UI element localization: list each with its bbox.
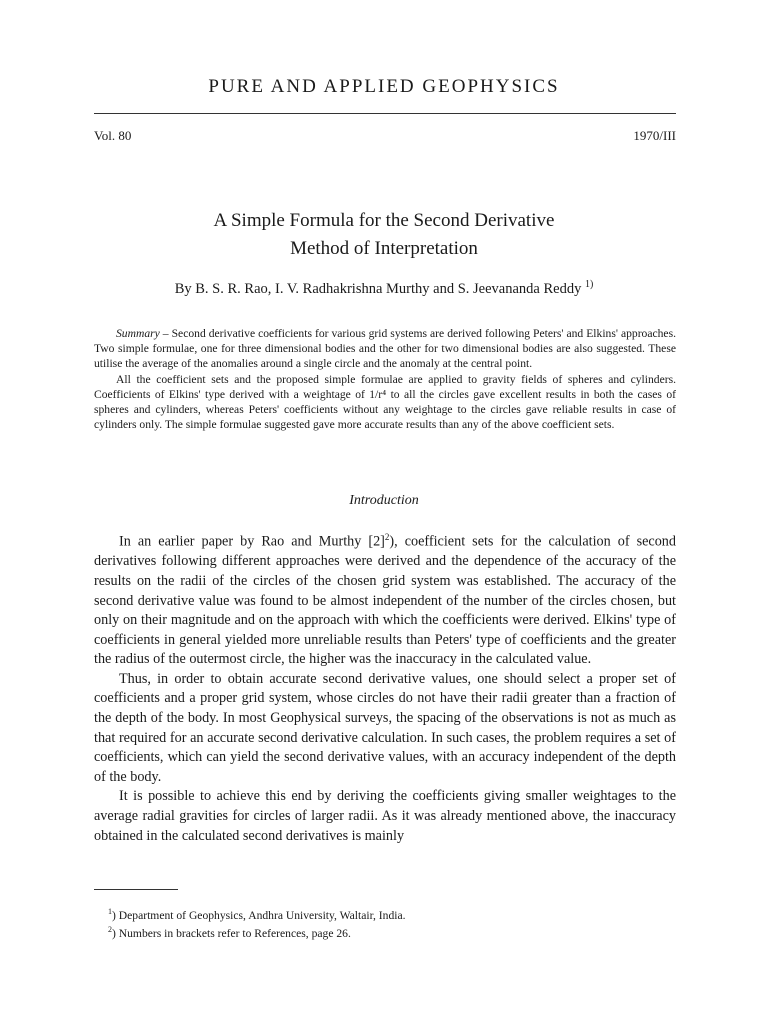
summary-text-1: – Second derivative coefficients for various grid systems are derived following Peters' and Elkins' approaches. Two simple formulae, one for three dimensional bodies and the other for two dimensional bodies are also suggested. These utilise the average of the anomalies around a single circle and the anomaly at the central point. [94, 327, 676, 371]
article-title-line2: Method of Interpretation [290, 238, 478, 259]
volume-number: Vol. 80 [94, 128, 132, 143]
footnote-2-text: ) Numbers in brackets refer to References, page 26. [112, 927, 351, 941]
footnotes [108, 905, 668, 942]
author-byline [0, 279, 768, 298]
summary-paragraph-1 [94, 326, 676, 372]
footnote-2-mark: 2 [108, 925, 112, 935]
footnote-2 [108, 923, 668, 941]
summary-block [94, 326, 676, 432]
body-paragraph-1-start: In an earlier paper by Rao and Murthy [2] [119, 533, 385, 550]
footnote-1-mark: 1 [108, 907, 112, 916]
author-names: B. S. R. Rao, I. V. Radhakrishna Murthy and S. Jeevananda Reddy [195, 280, 582, 297]
footnote-ref-2: 2 [384, 532, 390, 542]
footnote-rule [94, 889, 178, 890]
article-title-line1: A Simple Formula for the Second Derivative [213, 210, 555, 231]
author-footnote-mark: 1) [584, 279, 594, 290]
summary-paragraph-2: All the coefficient sets and the proposed simple formulae are applied to gravity fields of spheres and cylinders. Coefficients of Elkins' type derived with a weightage of 1/r⁴ to all the circles gave excellent results in both the cases of spheres and cylinders, whereas Peters' coefficients without any weightage to the circles gave reliable results in case of cylinders only. The simple formulae suggested gave more accurate results than any of the above coefficient sets. [94, 372, 676, 432]
body-paragraph-1-rest: ), coefficient sets for the calculation of second derivatives following different approaches were derived and the dependence of the accuracy of the results on the radii of the circles of the chosen grid system was established. The accuracy of the second derivative value was found to be almost independent of the number of the circles chosen, but only on their magnitude and on the approach with which the coefficients were derived. Elkins' type of coefficients in general yielded more unreliable results than Peters' type of coefficients and the greater the radius of the outermost circle, the higher was the inaccuracy in the calculated value. [94, 533, 676, 668]
header-rule [94, 113, 676, 114]
body-paragraph-3: It is possible to achieve this end by deriving the coefficients giving smaller weightages to the average radial gravities for circles of larger radii. As it was already mentioned above, the inaccuracy obtained in the calculated second derivatives is mainly [94, 788, 676, 844]
section-heading: Introduction [349, 493, 419, 508]
body-paragraph-1 [94, 528, 676, 670]
footnote-1 [108, 905, 668, 923]
body-paragraph-2: Thus, in order to obtain accurate second derivative values, one should select a proper set of coefficients and a proper grid system, whose circles do not have their radii greater than a fraction of the depth of the body. In most Geophysical surveys, the spacing of the observations is not as much as that required for an accurate second derivative calculation. In such cases, the problem requires a set of coefficients, which can yield the second derivative values, with an accuracy independent of the depth of the body. [94, 670, 676, 785]
article-title [0, 207, 768, 263]
byline-by: By [174, 280, 192, 297]
body-text [94, 528, 676, 846]
footnote-1-text: ) Department of Geophysics, Andhra University, Waltair, India. [112, 908, 406, 922]
journal-title: PURE AND APPLIED GEOPHYSICS [208, 76, 560, 97]
summary-label: Summary [116, 327, 160, 340]
issue-number: 1970/III [633, 128, 676, 143]
